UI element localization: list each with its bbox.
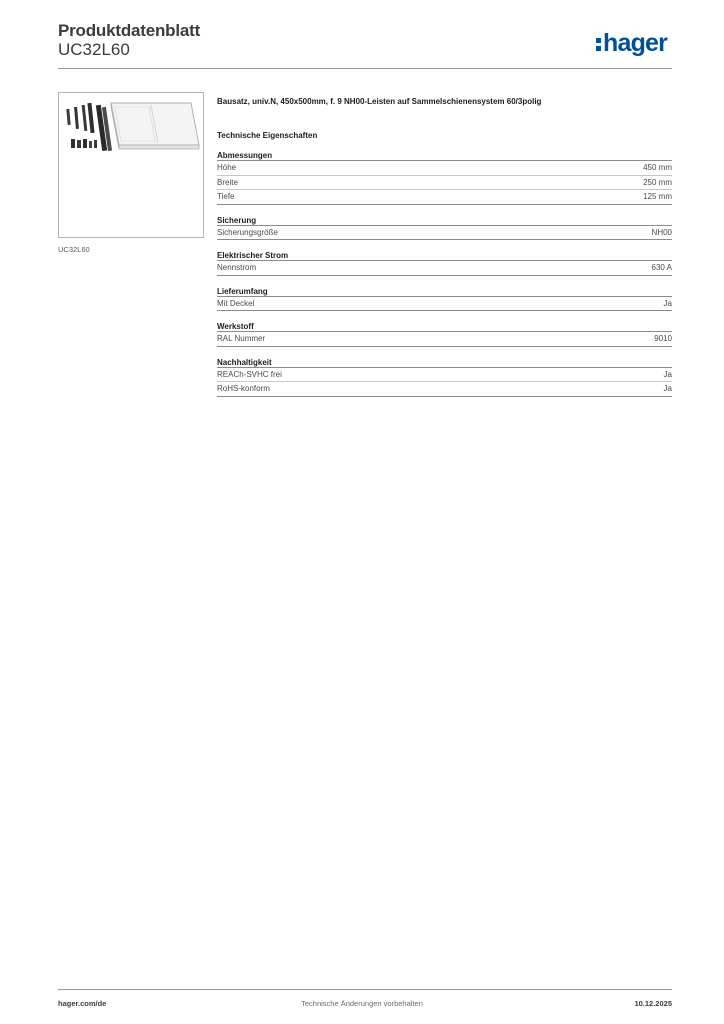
product-code: UC32L60 [58, 40, 130, 59]
footer-date: 10.12.2025 [634, 999, 672, 1008]
footer-notice: Technische Änderungen vorbehalten [301, 999, 423, 1008]
section-title: Werkstoff [217, 321, 672, 332]
product-description: Bausatz, univ.N, 450x500mm, f. 9 NH00-Leisten auf Sammelschienensystem 60/3polig [217, 97, 542, 106]
section-title: Lieferumfang [217, 286, 672, 297]
section-title: Sicherung [217, 215, 672, 226]
logo-text: hager [603, 28, 668, 57]
section-title: Nachhaltigkeit [217, 357, 672, 368]
table-row [217, 161, 672, 176]
tech-properties-heading: Technische Eigenschaften [217, 131, 318, 140]
table-row [217, 382, 672, 397]
row-value: 9010 [654, 334, 672, 343]
row-value: NH00 [651, 227, 672, 237]
logo-dots-icon [596, 38, 601, 51]
row-label: Breite [217, 177, 238, 187]
row-label: Mit Deckel [217, 298, 255, 308]
row-label: Nennstrom [217, 263, 257, 272]
footer-website-link[interactable]: hager.com/de [58, 999, 107, 1008]
section-sustainability [217, 357, 672, 397]
section-fuse [217, 215, 672, 241]
row-label: RoHS-konform [217, 384, 270, 393]
row-label: REACh-SVHC frei [217, 369, 282, 379]
table-row [217, 226, 672, 241]
row-value: 250 mm [643, 177, 672, 187]
table-row [217, 176, 672, 191]
product-kit-illustration [59, 93, 203, 237]
section-title: Abmessungen [217, 150, 672, 161]
table-row [217, 261, 672, 276]
footer-divider [58, 989, 672, 990]
row-value: Ja [663, 384, 672, 393]
section-dimensions [217, 150, 672, 205]
section-scope-of-delivery [217, 286, 672, 312]
section-material [217, 321, 672, 347]
row-value: Ja [663, 298, 672, 308]
row-label: Sicherungsgröße [217, 227, 278, 237]
table-row [217, 190, 672, 205]
page-title: Produktdatenblatt [58, 21, 201, 40]
hager-logo[interactable] [596, 28, 667, 58]
section-electric-current [217, 250, 672, 276]
row-value: Ja [663, 369, 672, 379]
product-image[interactable] [58, 92, 204, 238]
section-title: Elektrischer Strom [217, 250, 672, 261]
row-label: Höhe [217, 163, 237, 172]
row-value: 450 mm [643, 163, 672, 172]
row-label: Tiefe [217, 192, 235, 201]
row-label: RAL Nummer [217, 334, 266, 343]
row-value: 630 A [651, 263, 672, 272]
row-value: 125 mm [643, 192, 672, 201]
product-details [217, 96, 672, 397]
table-row [217, 332, 672, 347]
table-row [217, 368, 672, 383]
image-caption: UC32L60 [58, 245, 90, 254]
header-divider [58, 68, 672, 69]
table-row [217, 297, 672, 312]
